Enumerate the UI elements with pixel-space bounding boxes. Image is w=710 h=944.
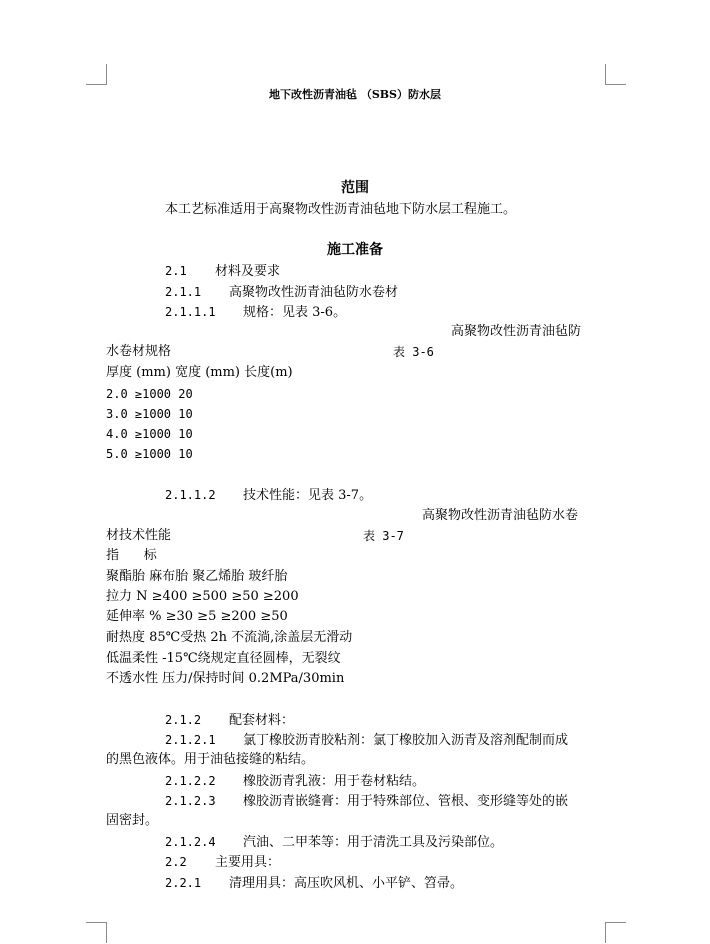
table-3-7-caption-line2: 材技术性能	[106, 528, 172, 543]
table-3-7-label: 表 3-7	[363, 529, 404, 543]
item-2-1-1	[165, 283, 398, 302]
page-corner-mark-bottom-left	[86, 922, 107, 943]
item-2-2	[165, 853, 280, 872]
page-corner-mark-top-left	[86, 64, 107, 85]
item-number: 2.1	[165, 264, 187, 278]
table-3-7-row: 拉力 N ≥400 ≥500 ≥50 ≥200	[106, 589, 299, 604]
item-number: 2.1.1.2	[165, 488, 216, 502]
table-3-6-row: 3.0 ≥1000 10	[106, 407, 193, 421]
document-title: 地下改性沥青油毡 （SBS）防水层	[268, 88, 441, 101]
table-3-6-row: 2.0 ≥1000 20	[106, 387, 193, 401]
item-text: 高聚物改性沥青油毡防水卷材	[229, 285, 399, 300]
table-3-7-header2: 聚酯胎 麻布胎 聚乙烯胎 玻纤胎	[106, 569, 288, 584]
table-3-7-row: 不透水性 压力/保持时间 0.2MPa/30min	[106, 671, 345, 686]
item-number: 2.1.1.1	[165, 305, 216, 319]
item-2-1-2-4	[165, 833, 503, 852]
item-text: 主要用具：	[215, 855, 281, 870]
item-text: 配套材料：	[229, 713, 295, 728]
section1-heading: 范围	[341, 180, 369, 196]
section2-heading: 施工准备	[327, 242, 383, 258]
item-text: 技术性能：见表 3-7。	[243, 488, 373, 503]
page-corner-mark-top-right	[605, 64, 626, 85]
item-text: 材料及要求	[215, 264, 281, 279]
item-text: 橡胶沥青乳液：用于卷材粘结。	[243, 774, 426, 789]
table-3-7-row: 低温柔性 -15℃绕规定直径圆棒，无裂纹	[106, 651, 341, 666]
item-number: 2.1.2.4	[165, 835, 216, 849]
section1-text: 本工艺标准适用于高聚物改性沥青油毡地下防水层工程施工。	[165, 202, 517, 217]
item-text: 汽油、二甲苯等：用于清洗工具及污染部位。	[243, 835, 504, 850]
table-3-7-row: 延伸率 % ≥30 ≥5 ≥200 ≥50	[106, 609, 288, 624]
item-text: 清理用具：高压吹风机、小平铲、笤帚。	[229, 876, 464, 891]
item-number: 2.1.2	[165, 713, 202, 727]
item-number: 2.1.2.3	[165, 794, 216, 808]
item-2-1-1-2	[165, 486, 372, 505]
item-2-1-2-1	[165, 731, 568, 750]
item-text: 橡胶沥青嵌缝膏：用于特殊部位、管根、变形缝等处的嵌	[243, 794, 569, 809]
table-3-6-row: 4.0 ≥1000 10	[106, 427, 193, 441]
item-2-1-2-3	[165, 792, 568, 811]
item-2-2-1	[165, 874, 463, 893]
table-3-6-caption-line1: 高聚物改性沥青油毡防	[451, 324, 582, 339]
item-2-1	[165, 262, 280, 281]
item-text: 规格：见表 3-6。	[243, 305, 347, 320]
item-2-1-2-3-continuation: 固密封。	[106, 813, 159, 828]
item-2-1-2-1-continuation: 的黑色液体。用于油毡接缝的粘结。	[106, 752, 315, 767]
item-number: 2.1.1	[165, 285, 202, 299]
table-3-6-label: 表 3-6	[393, 345, 434, 359]
item-number: 2.1.2.1	[165, 733, 216, 747]
table-3-7-row: 耐热度 85℃受热 2h 不流淌,涂盖层无滑动	[106, 630, 353, 645]
table-3-6-caption-line2: 水卷材规格	[106, 344, 172, 359]
table-3-7-header1: 指 标	[106, 548, 157, 563]
table-3-6-header: 厚度 (mm) 宽度 (mm) 长度(m)	[106, 365, 293, 380]
table-3-7-caption-line1: 高聚物改性沥青油毡防水卷	[422, 508, 579, 523]
item-2-1-2	[165, 711, 294, 730]
item-2-1-1-1	[165, 303, 346, 322]
item-text: 氯丁橡胶沥青胶粘剂：氯丁橡胶加入沥青及溶剂配制而成	[243, 733, 569, 748]
item-2-1-2-2	[165, 772, 425, 791]
page-corner-mark-bottom-right	[605, 922, 626, 943]
item-number: 2.2	[165, 855, 187, 869]
table-3-6-row: 5.0 ≥1000 10	[106, 447, 193, 461]
item-number: 2.2.1	[165, 876, 202, 890]
item-number: 2.1.2.2	[165, 774, 216, 788]
